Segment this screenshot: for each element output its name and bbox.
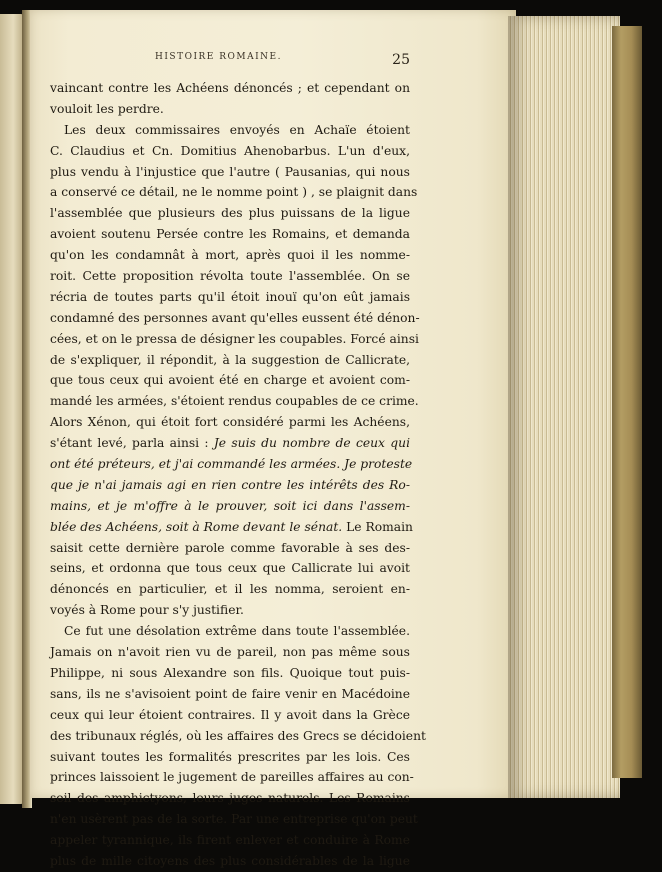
text-run: s'étant levé, parla ainsi : xyxy=(50,436,214,451)
italic-text: Je suis du nombre de ceux qui xyxy=(213,436,411,451)
running-head: HISTOIRE ROMAINE. xyxy=(155,52,282,62)
text-run: Alors Xénon, qui étoit fort considéré parmi les Achéens, xyxy=(50,415,410,430)
page-number: 25 xyxy=(392,52,410,68)
text-line xyxy=(50,830,410,851)
text-run: a conservé ce détail, ne le nomme point ) , se plaignit dans xyxy=(50,185,418,200)
text-line xyxy=(50,182,418,203)
text-line xyxy=(50,538,410,559)
text-run: condamné des personnes avant qu'elles eussent été dénon- xyxy=(50,310,420,325)
text-line xyxy=(50,433,410,454)
text-run: vouloit les perdre. xyxy=(50,101,164,116)
text-line xyxy=(50,370,410,391)
text-run: qu'on les condamnât à mort, après quoi il les nomme- xyxy=(50,248,410,263)
text-run: avoient soutenu Persée contre les Romains, et demanda xyxy=(50,227,410,242)
text-line xyxy=(50,747,410,768)
text-line xyxy=(50,579,410,600)
body-text xyxy=(50,78,426,872)
book-cover-edge xyxy=(612,26,642,778)
text-line xyxy=(50,767,414,788)
text-line xyxy=(50,726,426,747)
text-line xyxy=(50,851,410,872)
text-run: Les deux commissaires envoyés en Achaïe étoient xyxy=(64,122,410,137)
text-line xyxy=(50,621,410,642)
text-run: ceux qui leur étoient contraires. Il y avoit dans la Grèce xyxy=(50,707,410,722)
text-run: Philippe, ni sous Alexandre son fils. Quoique tout puis- xyxy=(50,665,410,680)
text-line xyxy=(50,642,410,663)
text-run: des tribunaux réglés, où les affaires des Grecs se décidoient xyxy=(50,728,426,743)
text-run: mandé les armées, s'étoient rendus coupables de ce crime. xyxy=(50,394,419,409)
text-line xyxy=(50,663,410,684)
italic-text: que je n'ai jamais agi en rien contre les intérêts des Ro- xyxy=(50,477,410,492)
text-run: plus vendu à l'injustice que l'autre ( Pausanias, qui nous xyxy=(50,164,410,179)
text-line xyxy=(50,287,410,308)
text-run: seins, et ordonna que tous ceux que Callicrate lui avoit xyxy=(50,561,410,576)
text-line xyxy=(50,496,410,517)
text-line xyxy=(50,558,410,579)
text-run: cées, et on le pressa de désigner les coupables. Forcé ainsi xyxy=(50,331,419,346)
text-run: appeler tyrannique, ils firent enlever et conduire à Rome xyxy=(50,833,410,848)
text-line xyxy=(50,329,419,350)
text-line xyxy=(50,600,410,621)
italic-text: blée des Achéens, soit à Rome devant le sénat. xyxy=(50,519,343,534)
text-line xyxy=(50,705,410,726)
text-run: seil des amphictyons, leurs juges naturels. Les Romains xyxy=(50,791,410,806)
text-line xyxy=(50,454,413,475)
text-line xyxy=(50,203,410,224)
text-run: Ce fut une désolation extrême dans toute l'assemblée. xyxy=(64,624,410,639)
text-line xyxy=(50,266,410,287)
text-line xyxy=(50,308,420,329)
text-line xyxy=(50,224,410,245)
text-run: suivant toutes les formalités prescrites par les lois. Ces xyxy=(50,749,410,764)
text-run: sans, ils ne s'avisoient point de faire venir en Macédoine xyxy=(50,686,410,701)
italic-text: ont été préteurs, et j'ai commandé les armées. Je proteste xyxy=(50,457,413,472)
text-line xyxy=(50,684,410,705)
text-run: dénoncés en particulier, et il les nomma, seroient en- xyxy=(50,582,410,597)
italic-text: mains, et je m'offre à le prouver, soit ici dans l'assem- xyxy=(50,498,410,513)
text-run: de s'expliquer, il répondit, à la suggestion de Callicrate, xyxy=(50,352,410,367)
text-run: plus de mille citoyens des plus considérables de la ligue xyxy=(50,853,410,868)
text-line xyxy=(50,120,410,141)
text-run: C. Claudius et Cn. Domitius Ahenobarbus. L'un d'eux, xyxy=(50,143,410,158)
text-line xyxy=(50,141,410,162)
text-run: n'en usèrent pas de la sorte. Par une entreprise qu'on peut xyxy=(50,812,418,827)
text-run: récria de toutes parts qu'il étoit inouï qu'on eût jamais xyxy=(50,289,410,304)
text-run: vaincant contre les Achéens dénoncés ; et cependant on xyxy=(50,81,410,95)
page-block-edge xyxy=(508,16,620,798)
text-run: saisit cette dernière parole comme favorable à ses des- xyxy=(50,540,410,555)
text-line xyxy=(50,788,410,809)
text-line xyxy=(50,350,410,371)
text-run: voyés à Rome pour s'y justifier. xyxy=(50,603,244,618)
text-line xyxy=(50,99,410,120)
text-line xyxy=(50,245,410,266)
previous-page-edge xyxy=(0,14,24,804)
text-line xyxy=(50,78,410,99)
text-line xyxy=(50,809,418,830)
text-run: Jamais on n'avoit rien vu de pareil, non pas même sous xyxy=(50,645,410,660)
text-run: l'assemblée que plusieurs des plus puissans de la ligue xyxy=(50,206,410,221)
text-run: Le Romain xyxy=(342,519,413,534)
text-line xyxy=(50,475,410,496)
text-line xyxy=(50,517,413,538)
text-line xyxy=(50,162,410,183)
text-run: princes laissoient le jugement de pareilles affaires au con- xyxy=(50,770,414,785)
text-run: que tous ceux qui avoient été en charge et avoient com- xyxy=(50,373,410,388)
text-line xyxy=(50,412,410,433)
text-line xyxy=(50,391,419,412)
text-run: roit. Cette proposition révolta toute l'assemblée. On se xyxy=(50,269,410,284)
